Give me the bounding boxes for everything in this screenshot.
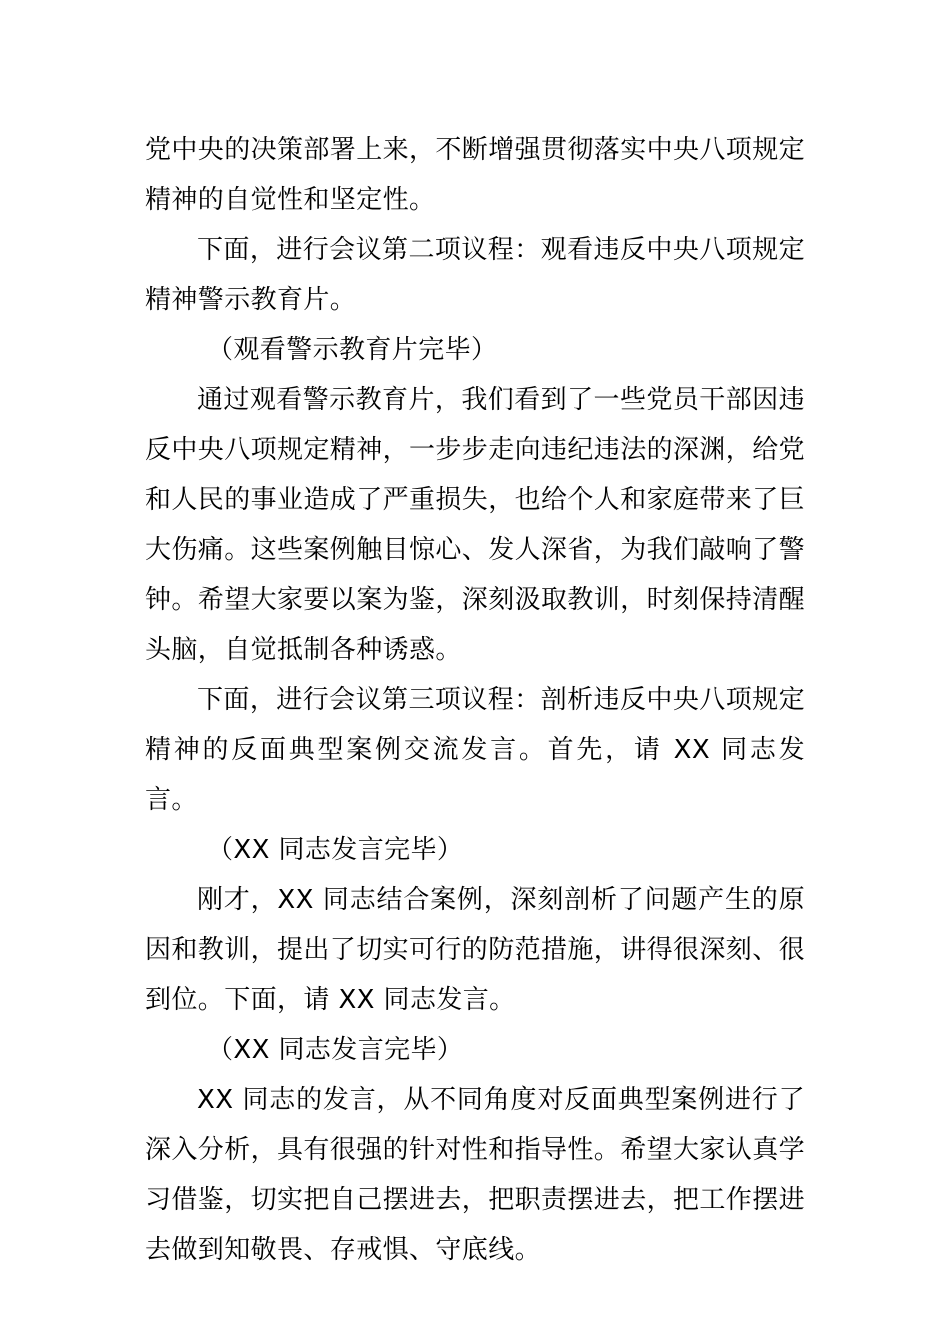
paragraph-agenda-item-two: 下面，进行会议第二项议程：观看违反中央八项规定精神警示教育片。 (145, 235, 805, 315)
note-speech-finished-2: （XX 同志发言完毕） (207, 1035, 464, 1065)
document-body (145, 125, 805, 1275)
paragraph-film-reflection: 通过观看警示教育片，我们看到了一些党员干部因违反中央八项规定精神，一步步走向违纪违法的深渊，给党和人民的事业造成了严重损失，也给个人和家庭带来了巨大伤痛。这些案例触目惊心、发人深省，为我们敲响了警钟。希望大家要以案为鉴，深刻汲取教训，时刻保持清醒头脑，自觉抵制各种诱惑。 (145, 385, 806, 665)
note-film-finished: （观看警示教育片完毕） (207, 335, 498, 365)
paragraph-speech-comment-1: 刚才，XX 同志结合案例，深刻剖析了问题产生的原因和教训，提出了切实可行的防范措施，讲得很深刻、很到位。下面，请 XX 同志发言。 (145, 885, 806, 1015)
paragraph-speech-comment-2: XX 同志的发言，从不同角度对反面典型案例进行了深入分析，具有很强的针对性和指导性。希望大家认真学习借鉴，切实把自己摆进去，把职责摆进去，把工作摆进去做到知敬畏、存戒惧、守底线。 (145, 1085, 806, 1265)
paragraph-agenda-item-three: 下面，进行会议第三项议程：剖析违反中央八项规定精神的反面典型案例交流发言。首先，请 XX 同志发言。 (145, 685, 805, 815)
paragraph-continuation: 党中央的决策部署上来，不断增强贯彻落实中央八项规定精神的自觉性和坚定性。 (145, 135, 806, 215)
note-speech-finished-1: （XX 同志发言完毕） (207, 835, 464, 865)
